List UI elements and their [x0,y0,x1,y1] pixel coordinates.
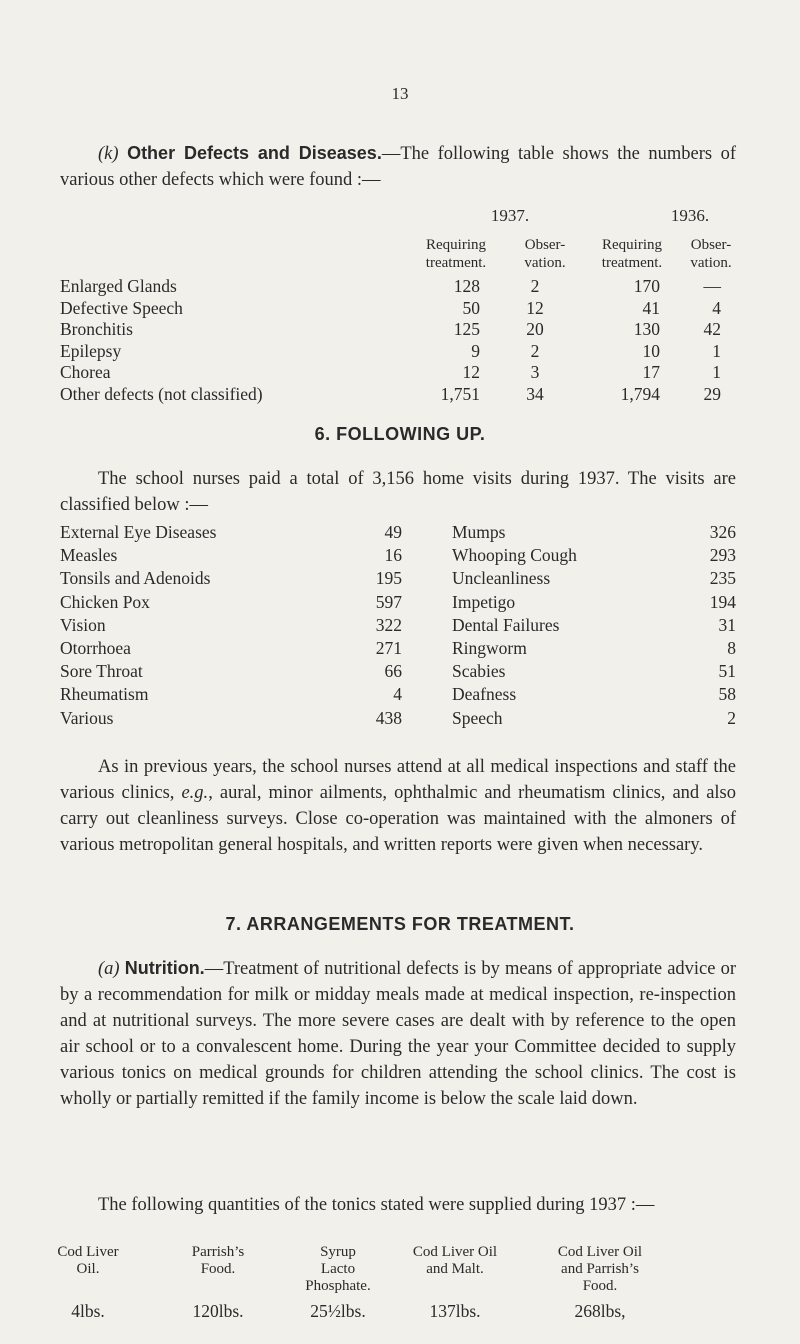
defect-observation-1936: 42 [703,319,721,340]
visit-category: Deafness [452,684,517,705]
defect-observation-1936: 4 [712,297,721,318]
defect-requiring-1937: 12 [462,362,480,383]
tonic-name-line: Food. [200,1261,236,1277]
visit-count: 58 [718,684,736,705]
year-1936: 1936. [670,206,710,225]
visit-count: 66 [384,661,402,682]
tonic-name-line: Cod Liver [57,1244,119,1260]
visit-count: 293 [709,545,736,566]
visit-count: 2 [727,707,736,728]
defect-name: Epilepsy [60,340,122,361]
tonic-quantity: 137lbs. [429,1301,481,1321]
defect-name: Chorea [60,362,111,383]
year-1937: 1937. [490,206,530,225]
visit-category: Chicken Pox [60,591,150,612]
visit-category: Vision [60,614,106,635]
defect-requiring-1936: 10 [642,340,660,361]
visit-count: 271 [375,638,402,658]
col-observation-1937: Obser- vation. [524,237,566,271]
visit-category: Tonsils and Adenoids [60,568,211,589]
visit-category: Scabies [452,661,506,682]
defects-title: Other Defects and Diseases. [127,143,382,163]
defect-observation-1937: 2 [530,276,540,296]
defect-requiring-1936: 130 [633,319,660,340]
defect-requiring-1937: 50 [462,297,480,318]
visit-category: Measles [60,545,118,566]
visit-count: 194 [709,591,736,612]
tonic-name-line: Cod Liver Oil [412,1244,498,1260]
tonics-intro: The following quantities of the tonics stated were supplied during 1937 :— [98,1195,655,1215]
defects-label: (k) [98,144,119,164]
tonic-name-line: Lacto [320,1261,356,1277]
visit-category: Speech [452,707,503,728]
tonic-quantity: 120lbs. [192,1301,244,1321]
defect-observation-1936: — [703,276,721,296]
defect-observation-1937: 12 [526,297,544,318]
visit-count: 16 [384,545,402,566]
tonic-quantity: 4lbs. [71,1301,105,1321]
defect-requiring-1936: 170 [633,276,660,296]
tonic-name [153,1244,283,1278]
visit-category: Otorrhoea [60,638,131,658]
defect-name: Defective Speech [60,297,183,318]
defects-intro: —The following table shows the numbers of various other defects which were found :— [60,144,737,190]
visit-category: Sore Throat [60,661,143,682]
nutrition-title: Nutrition. [124,958,205,978]
defect-requiring-1937: 125 [453,319,480,340]
defect-requiring-1936: 41 [642,297,660,318]
col-requiring-1937: Requiring treatment. [425,237,487,271]
visit-category: Uncleanliness [452,568,551,589]
visit-count: 51 [718,661,736,682]
following-up-heading: 6. FOLLOWING UP. [314,424,486,444]
defect-requiring-1937: 1,751 [440,384,480,404]
page-number: 13 [391,84,409,103]
visit-category: External Eye Diseases [60,522,217,542]
visit-category: Various [60,707,114,728]
visit-count: 235 [709,568,736,589]
visit-category: Whooping Cough [452,545,577,566]
visit-count: 31 [718,614,736,635]
defect-requiring-1936: 17 [642,362,660,383]
col-observation-1936: Obser- vation. [690,237,732,271]
defect-observation-1937: 20 [526,319,544,340]
visit-count: 322 [375,614,402,635]
visit-count: 8 [727,638,736,658]
tonic-name-line: Syrup [320,1244,356,1260]
tonic-quantity: 25½lbs. [310,1301,366,1321]
visit-category: Dental Failures [452,614,560,635]
nutrition-paragraph: (a) Nutrition.—Treatment of nutritional defects is by means of appropriate advice or by a recommendation for milk or midday meals made at medical inspection, re-inspection and at nutritional surveys. The more severe cases are dealt with by reference to the open air school or to a convalescent home. During the year your Committee decided to supply various tonics on medical grounds for children attending the school clinics. The cost is wholly or partially remitted if the family income is below the scale laid down. [60,958,736,1109]
defect-name: Bronchitis [60,319,133,340]
tonic-name [278,1244,398,1295]
tonic-name-line: Cod Liver Oil [557,1244,643,1260]
tonic-name [385,1244,525,1278]
arrangements-heading: 7. ARRANGEMENTS FOR TREATMENT. [225,914,575,934]
visit-count: 4 [393,684,402,705]
defect-requiring-1937: 128 [453,276,480,296]
defect-observation-1936: 1 [712,362,721,383]
visit-category: Mumps [452,522,506,542]
tonic-name-line: and Parrish’s [561,1261,639,1277]
defect-observation-1936: 1 [712,340,721,361]
tonic-name-line: and Malt. [426,1261,484,1277]
tonic-name [23,1244,153,1278]
following-up-closing: As in previous years, the school nurses attend at all medical inspections and staff the various clinics, e.g., aural, minor ailments, ophthalmic and rheumatism clinics, and also carry out cleanliness surveys. Close co-operation was maintained with the almoners of various metropolitan general hospitals, and written reports were given when necessary. [60,757,736,855]
defect-observation-1937: 3 [530,362,540,383]
tonic-quantity: 268lbs, [574,1301,626,1321]
defects-intro-paragraph [60,140,736,193]
visit-count: 326 [709,522,736,542]
defect-observation-1937: 34 [526,384,544,404]
visit-count: 49 [384,522,402,542]
defect-requiring-1936: 1,794 [620,384,660,404]
visit-category: Impetigo [452,591,516,612]
visit-count: 438 [375,707,402,728]
following-up-intro: The school nurses paid a total of 3,156 home visits during 1937. The visits are classified below :— [60,469,736,515]
defect-observation-1936: 29 [703,384,721,404]
visit-category: Rheumatism [60,684,149,705]
defect-requiring-1937: 9 [471,340,480,361]
visit-category: Ringworm [452,638,527,658]
visit-count: 195 [375,568,402,589]
tonic-name-line: Parrish’s [191,1244,245,1260]
defect-name: Other defects (not classified) [60,384,263,404]
tonic-name-line: Phosphate. [305,1278,371,1294]
tonic-name-line: Oil. [76,1261,100,1277]
defect-name: Enlarged Glands [60,276,177,296]
defect-observation-1937: 2 [530,340,540,361]
tonic-name [520,1244,680,1295]
visit-count: 597 [375,591,402,612]
col-requiring-1936: Requiring treatment. [601,237,663,271]
tonic-name-line: Food. [582,1278,618,1294]
